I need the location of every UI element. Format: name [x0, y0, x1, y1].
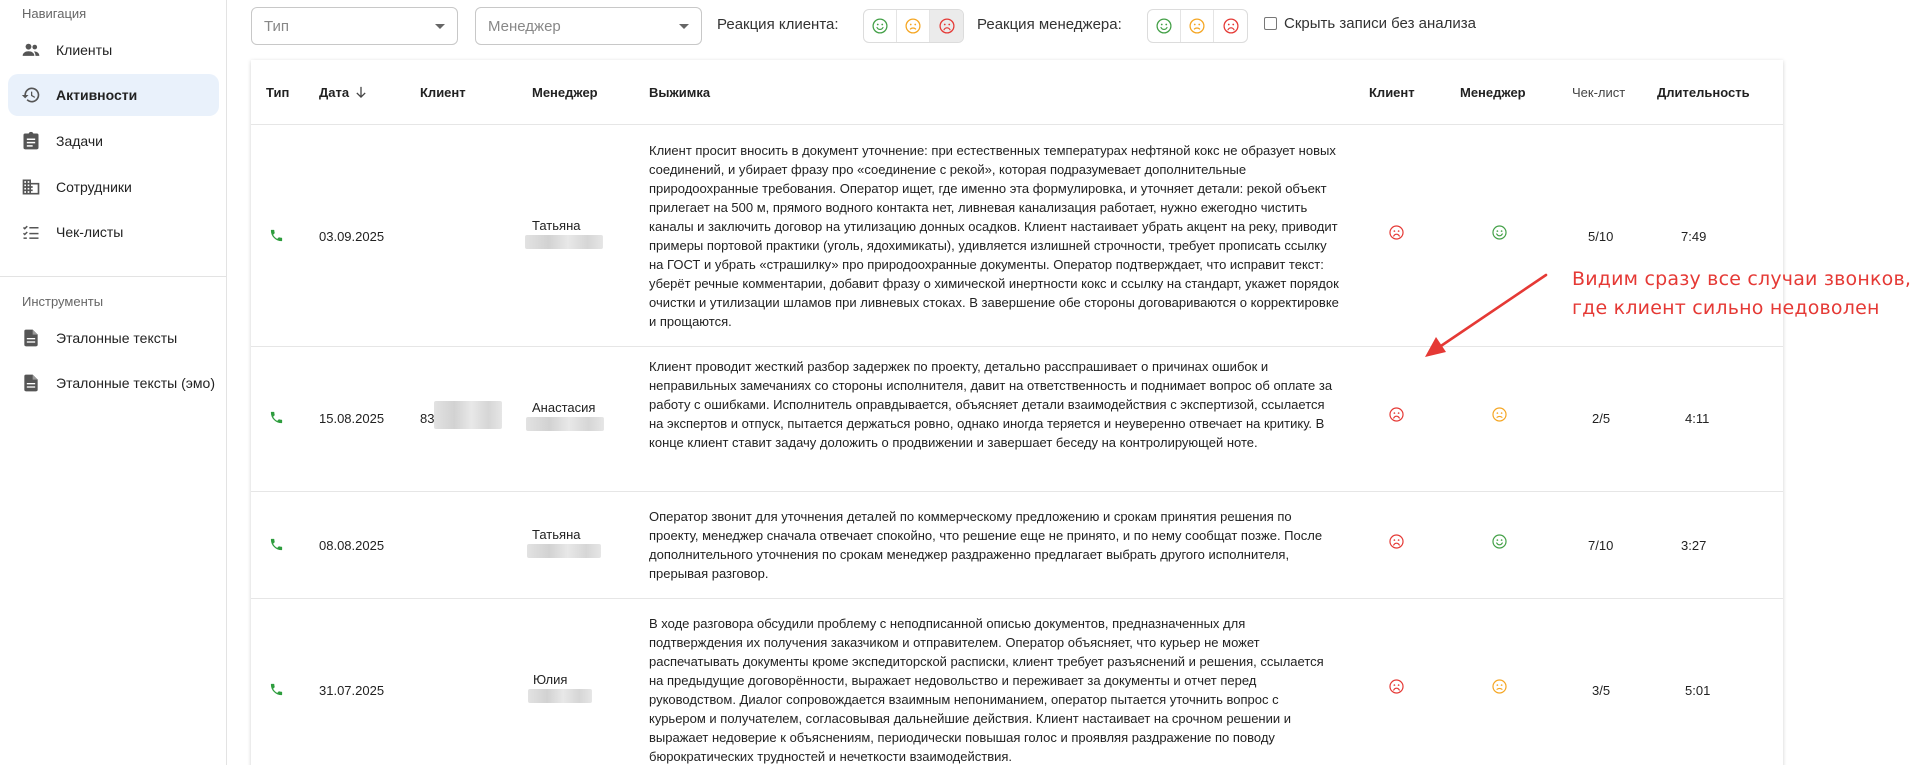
column-header-manager[interactable]: Менеджер	[532, 85, 598, 100]
sidebar-item-label: Сотрудники	[56, 179, 132, 195]
row-duration: 4:11	[1685, 411, 1710, 426]
row-duration: 3:27	[1681, 538, 1707, 553]
column-header-type[interactable]: Тип	[266, 85, 290, 100]
client-reaction-toggle	[863, 9, 964, 43]
smile-icon	[1155, 17, 1173, 35]
column-header-date-label: Дата	[319, 85, 350, 100]
row-manager: Татьяна	[532, 527, 581, 542]
document-icon	[21, 373, 41, 393]
column-header-date[interactable]	[319, 85, 367, 102]
smile-icon	[1491, 224, 1508, 241]
row-checklist: 2/5	[1592, 411, 1611, 426]
row-duration: 7:49	[1681, 229, 1707, 244]
sidebar-item-label: Клиенты	[56, 42, 113, 58]
row-checklist: 7/10	[1588, 538, 1614, 553]
redacted-client-number	[434, 401, 502, 429]
frown-icon	[1388, 533, 1405, 550]
hide-unanalyzed-checkbox[interactable]	[1264, 17, 1277, 30]
row-manager: Анастасия	[532, 400, 596, 415]
frown-icon	[938, 17, 956, 35]
column-header-client-reaction[interactable]: Клиент	[1369, 85, 1415, 100]
row-client: 83	[420, 411, 435, 426]
people-icon	[21, 40, 41, 60]
sidebar-item-employees[interactable]	[8, 166, 219, 208]
row-duration: 5:01	[1685, 683, 1711, 698]
phone-icon	[269, 228, 284, 246]
document-icon	[21, 328, 41, 348]
column-header-client[interactable]: Клиент	[420, 85, 466, 100]
building-icon	[21, 177, 41, 197]
redacted-manager-surname	[526, 417, 604, 431]
hide-unanalyzed-toggle[interactable]	[1264, 15, 1476, 32]
sidebar-item-tasks[interactable]	[8, 120, 219, 162]
smile-icon	[1491, 533, 1508, 550]
hide-unanalyzed-label: Скрыть записи без анализа	[1284, 15, 1476, 32]
chevron-down-icon	[435, 24, 445, 29]
chevron-down-icon	[679, 24, 689, 29]
row-summary: Клиент проводит жесткий разбор задержек по проекту, детально расспрашивает о причинах ошибок и неправильных замечаниях со стороны исполнителя, давит на ответственность и поднимает вопрос об оплате за работу с ошибками. Исполнитель оправдывается, объясняет детали взаимодействия с экспертизой, ссылается на экспертов и отпуск, пытается держаться ровно, однако иногда теряется и неуверенно отвечает на критику. В конце клиент ставит задачу доложить о продвижении и завершает беседу на контролирующей ноте.	[649, 359, 1333, 450]
phone-icon	[269, 537, 284, 555]
sidebar-item-reference-texts[interactable]	[8, 317, 219, 359]
sidebar-item-label: Чек-листы	[56, 224, 124, 240]
sidebar-item-reference-texts-emo[interactable]	[8, 362, 219, 404]
table-row[interactable]	[251, 599, 1783, 765]
row-date: 08.08.2025	[319, 538, 385, 553]
sidebar-item-activities[interactable]	[8, 74, 219, 116]
phone-icon	[269, 682, 284, 700]
client-reaction-label: Реакция клиента:	[717, 16, 839, 33]
row-summary: В ходе разговора обсудили проблему с неподписанной описью документов, предназначенных для подтверждения их получения заказчиком и отправителем. Оператор объясняет, что курьер не может распечатывать документы кроме экспедиторской расписки, клиент требует разъяснений и решения, ссылается на предыдущие договорённости, выражает недовольство и переживает за документы и отчет перед руководством. Диалог сопровождается взаимным непониманием, оператор пытается уточнить вопрос с курьером и получателем, согласовывая дальнейшие действия. Клиент настаивает на срочном решении и выражает недоверие к объяснениям, периодически повышая голос и проявляя раздражение по поводу бюрократических трудностей и нечеткости взаимодействия.	[649, 616, 1324, 764]
neutral-face-icon	[1491, 678, 1508, 695]
type-select-placeholder: Тип	[264, 17, 290, 35]
table-row[interactable]	[251, 492, 1783, 599]
sidebar	[0, 0, 227, 765]
phone-icon	[269, 410, 284, 428]
column-header-duration[interactable]: Длительность	[1657, 85, 1750, 100]
client-reaction-positive-button[interactable]	[864, 10, 897, 42]
neutral-face-icon	[1188, 17, 1206, 35]
redacted-manager-surname	[525, 235, 603, 249]
activities-table	[251, 60, 1783, 765]
redacted-manager-surname	[528, 689, 592, 703]
row-date: 31.07.2025	[319, 683, 385, 698]
tools-section-title: Инструменты	[22, 294, 104, 309]
manager-reaction-negative-button[interactable]	[1214, 10, 1247, 42]
neutral-face-icon	[904, 17, 922, 35]
manager-select[interactable]	[475, 7, 702, 45]
manager-reaction-label: Реакция менеджера:	[977, 16, 1122, 33]
frown-icon	[1222, 17, 1240, 35]
sidebar-item-label: Эталонные тексты	[56, 330, 178, 346]
column-header-summary[interactable]: Выжимка	[649, 85, 711, 100]
client-reaction-negative-button[interactable]	[930, 10, 963, 42]
manager-reaction-neutral-button[interactable]	[1181, 10, 1214, 42]
frown-icon	[1388, 224, 1405, 241]
frown-icon	[1388, 678, 1405, 695]
annotation-line-2: где клиент сильно недоволен	[1572, 297, 1880, 319]
client-reaction-neutral-button[interactable]	[897, 10, 930, 42]
column-header-manager-reaction[interactable]: Менеджер	[1460, 85, 1526, 100]
redacted-manager-surname	[527, 544, 601, 558]
row-manager: Татьяна	[532, 218, 581, 233]
sidebar-item-label: Задачи	[56, 133, 104, 149]
row-checklist: 3/5	[1592, 683, 1611, 698]
type-select[interactable]	[251, 7, 458, 45]
annotation-line-1: Видим сразу все случаи звонков,	[1572, 268, 1912, 290]
row-summary: Оператор звонит для уточнения деталей по коммерческому предложению и срокам принятия решения по проекту, менеджер сначала отвечает спокойно, что решение еще не принято, и по нему сообщат позже. После дополнительного уточнения по срокам менеджер раздраженно предлагает выбрать другого исполнителя, прерывая разговор.	[649, 509, 1323, 581]
manager-reaction-toggle	[1147, 9, 1248, 43]
sidebar-item-clients[interactable]	[8, 29, 219, 71]
sidebar-item-label: Эталонные тексты (эмо)	[56, 375, 215, 391]
frown-icon	[1388, 406, 1405, 423]
nav-section-title: Навигация	[22, 6, 87, 21]
sidebar-divider	[0, 276, 227, 277]
clipboard-icon	[21, 131, 41, 151]
checklist-icon	[21, 222, 41, 242]
sidebar-item-label: Активности	[56, 87, 138, 103]
manager-reaction-positive-button[interactable]	[1148, 10, 1181, 42]
smile-icon	[871, 17, 889, 35]
neutral-face-icon	[1491, 406, 1508, 423]
history-icon	[21, 85, 41, 105]
row-date: 03.09.2025	[319, 229, 385, 244]
table-header	[251, 60, 1783, 125]
row-summary: Клиент просит вносить в документ уточнение: при естественных температурах нефтяной кокс не образует новых соединений, и убирает фразу про «соединение с рекой», которая подразумевает дополнительные природоохранные требования. Оператор ищет, где именно эта формулировка, и уточняет детали: рекой объект прилегает на 500 м, прямого водного контакта нет, ливневая канализация работает, нужно ежегодно чистить каналы и заключить договор на утилизацию донных осадков. Клиент настаивает убрать акцент на реку, приводит примеры портовой практики (уголь, ядохимикаты), удивляется излишней строчности, требует прописать ссылку на ГОСТ и убрать «страшилку» про природоохранные документы. Оператор подтверждает, что исправит текст: уберёт речные комментарии, добавит фразу о химической инертности кокс и ссылку на стандарт, укажет порядок очистки и утилизации шламов при ливневых стоках. В завершение обе стороны договариваются о корректировке и прощаются.	[649, 143, 1339, 329]
manager-select-placeholder: Менеджер	[488, 17, 561, 35]
sort-arrow-down-icon[interactable]	[355, 86, 367, 102]
row-manager: Юлия	[533, 672, 568, 687]
column-header-checklist[interactable]: Чек-лист	[1572, 85, 1626, 100]
row-checklist: 5/10	[1588, 229, 1614, 244]
table-row[interactable]	[251, 347, 1783, 492]
row-date: 15.08.2025	[319, 411, 385, 426]
sidebar-item-checklists[interactable]	[8, 211, 219, 253]
annotation-text	[1572, 265, 1917, 323]
table-row[interactable]	[251, 125, 1783, 347]
